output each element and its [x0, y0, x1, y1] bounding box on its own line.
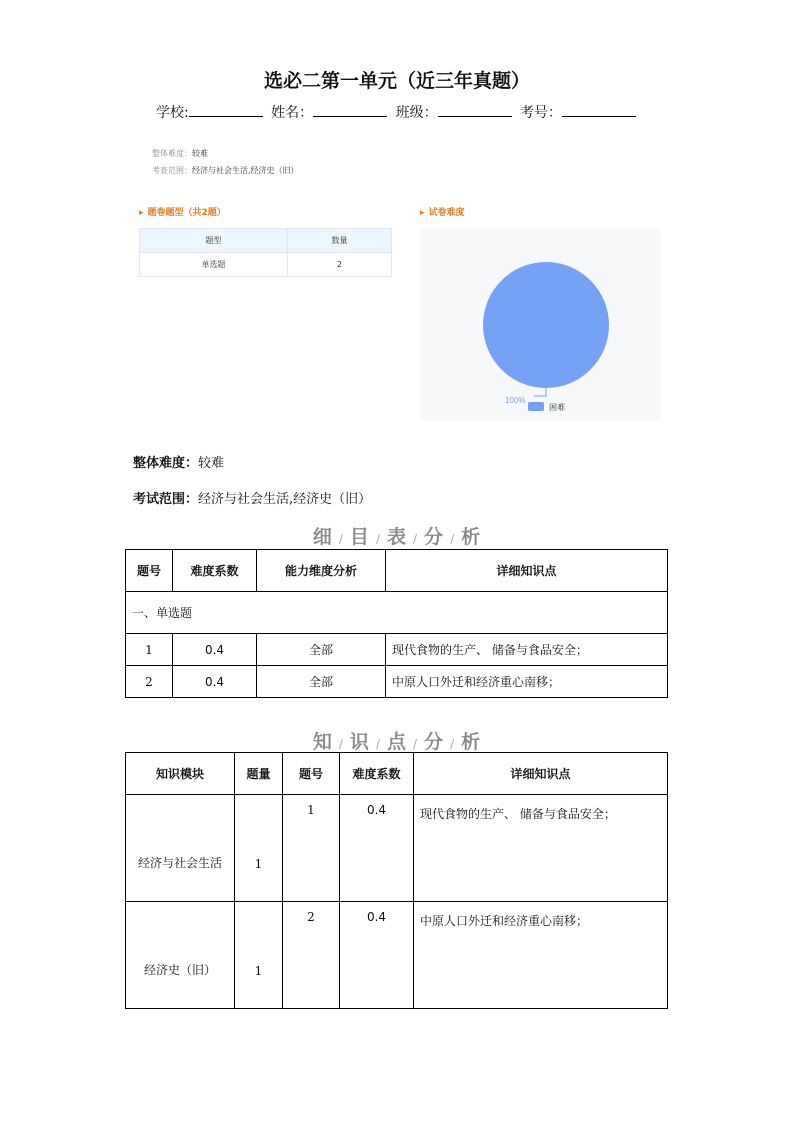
header-cell: 详细知识点	[414, 753, 668, 795]
banner-char: 分	[424, 526, 445, 548]
table-header-row	[126, 550, 668, 592]
module-cell: 经济史（旧）	[126, 902, 235, 1009]
table-row	[126, 666, 668, 698]
table-row	[126, 795, 668, 902]
header-cell: 题量	[235, 753, 283, 795]
question-number: 2	[126, 666, 173, 698]
small-scope-label: 考查范围：	[152, 166, 192, 175]
name-label: 姓名：	[271, 105, 314, 121]
table-row	[126, 634, 668, 666]
table-header-row	[140, 229, 392, 253]
banner-char: 细	[312, 526, 333, 548]
question-types-table	[139, 228, 392, 277]
bullet-icon: ▸	[139, 208, 144, 218]
small-difficulty	[152, 148, 208, 159]
exam-number-label: 考号：	[520, 105, 563, 121]
small-difficulty-value: 较难	[192, 149, 208, 158]
detail-banner: 细 / 目 / 表 / 分 / 析	[312, 526, 482, 548]
name-blank[interactable]	[313, 102, 387, 117]
exam-scope-label: 考试范围：	[133, 492, 199, 507]
difficulty-heading	[420, 205, 465, 218]
header-cell: 数量	[287, 229, 391, 253]
banner-char: 识	[349, 731, 370, 753]
page-title: 选必二第一单元（近三年真题）	[263, 70, 530, 92]
header-cell: 难度系数	[173, 550, 257, 592]
banner-char: 点	[386, 731, 407, 753]
legend-swatch[interactable]	[528, 402, 544, 411]
knowledge-table	[125, 752, 668, 1009]
school-blank[interactable]	[189, 102, 263, 117]
leader-line	[534, 388, 546, 396]
difficulty-chart	[420, 228, 661, 421]
bullet-icon: ▸	[420, 208, 425, 218]
header-cell: 题号	[283, 753, 340, 795]
pie-percent-label: 100%	[505, 396, 526, 405]
knowledge-points: 中原人口外迁和经济重心南移；	[414, 902, 668, 1009]
question-number: 1	[283, 795, 340, 902]
banner-char: 分	[424, 731, 445, 753]
banner-char: 析	[461, 526, 482, 548]
difficulty-coef: 0.4	[173, 634, 257, 666]
question-types-title: 题卷题型（共2题）	[147, 208, 226, 218]
pie-svg	[420, 228, 661, 421]
small-scope	[152, 165, 299, 176]
small-scope-value: 经济与社会生活,经济史（旧）	[192, 166, 299, 175]
module-cell: 经济与社会生活	[126, 795, 235, 902]
table-row	[140, 253, 392, 277]
header-cell: 题号	[126, 550, 173, 592]
banner-char: 知	[312, 731, 333, 753]
knowledge-points: 现代食物的生产、 储备与食品安全；	[386, 634, 668, 666]
difficulty-title: 试卷难度	[428, 208, 465, 218]
difficulty-coef: 0.4	[173, 666, 257, 698]
overall-difficulty-value: 较难	[198, 456, 225, 471]
difficulty-coef: 0.4	[340, 902, 414, 1009]
student-info-line	[0, 102, 794, 122]
banner-char: 目	[349, 526, 370, 548]
difficulty-coef: 0.4	[340, 795, 414, 902]
banner-char: 析	[461, 731, 482, 753]
school-label: 学校:	[155, 105, 189, 121]
exam-scope	[133, 488, 371, 507]
question-number: 1	[126, 634, 173, 666]
count-cell: 1	[235, 795, 283, 902]
header-cell: 题型	[140, 229, 288, 253]
ability-cell: 全部	[257, 666, 386, 698]
class-blank[interactable]	[438, 102, 512, 117]
knowledge-points: 中原人口外迁和经济重心南移；	[386, 666, 668, 698]
knowledge-points: 现代食物的生产、 储备与食品安全；	[414, 795, 668, 902]
overall-difficulty-label: 整体难度：	[133, 456, 199, 471]
table-header-row	[126, 753, 668, 795]
ability-cell: 全部	[257, 634, 386, 666]
legend-label: 困难	[549, 403, 565, 412]
overall-difficulty	[133, 452, 224, 471]
exam-scope-value: 经济与社会生活,经济史（旧）	[198, 492, 372, 507]
count-cell: 2	[287, 253, 391, 277]
detail-table	[125, 549, 668, 698]
header-cell: 能力维度分析	[257, 550, 386, 592]
header-cell: 详细知识点	[386, 550, 668, 592]
count-cell: 1	[235, 902, 283, 1009]
pie-slice-hard[interactable]	[483, 262, 609, 388]
question-types-heading	[139, 205, 226, 218]
group-label: 一、单选题	[126, 592, 668, 634]
question-number: 2	[283, 902, 340, 1009]
type-cell: 单选题	[140, 253, 288, 277]
table-row	[126, 902, 668, 1009]
banner-char: 表	[386, 526, 407, 548]
header-cell: 知识模块	[126, 753, 235, 795]
class-label: 班级：	[395, 105, 438, 121]
exam-number-blank[interactable]	[562, 102, 636, 117]
group-row	[126, 592, 668, 634]
knowledge-banner: 知 / 识 / 点 / 分 / 析	[312, 731, 482, 753]
small-difficulty-label: 整体难度：	[152, 149, 192, 158]
header-cell: 难度系数	[340, 753, 414, 795]
